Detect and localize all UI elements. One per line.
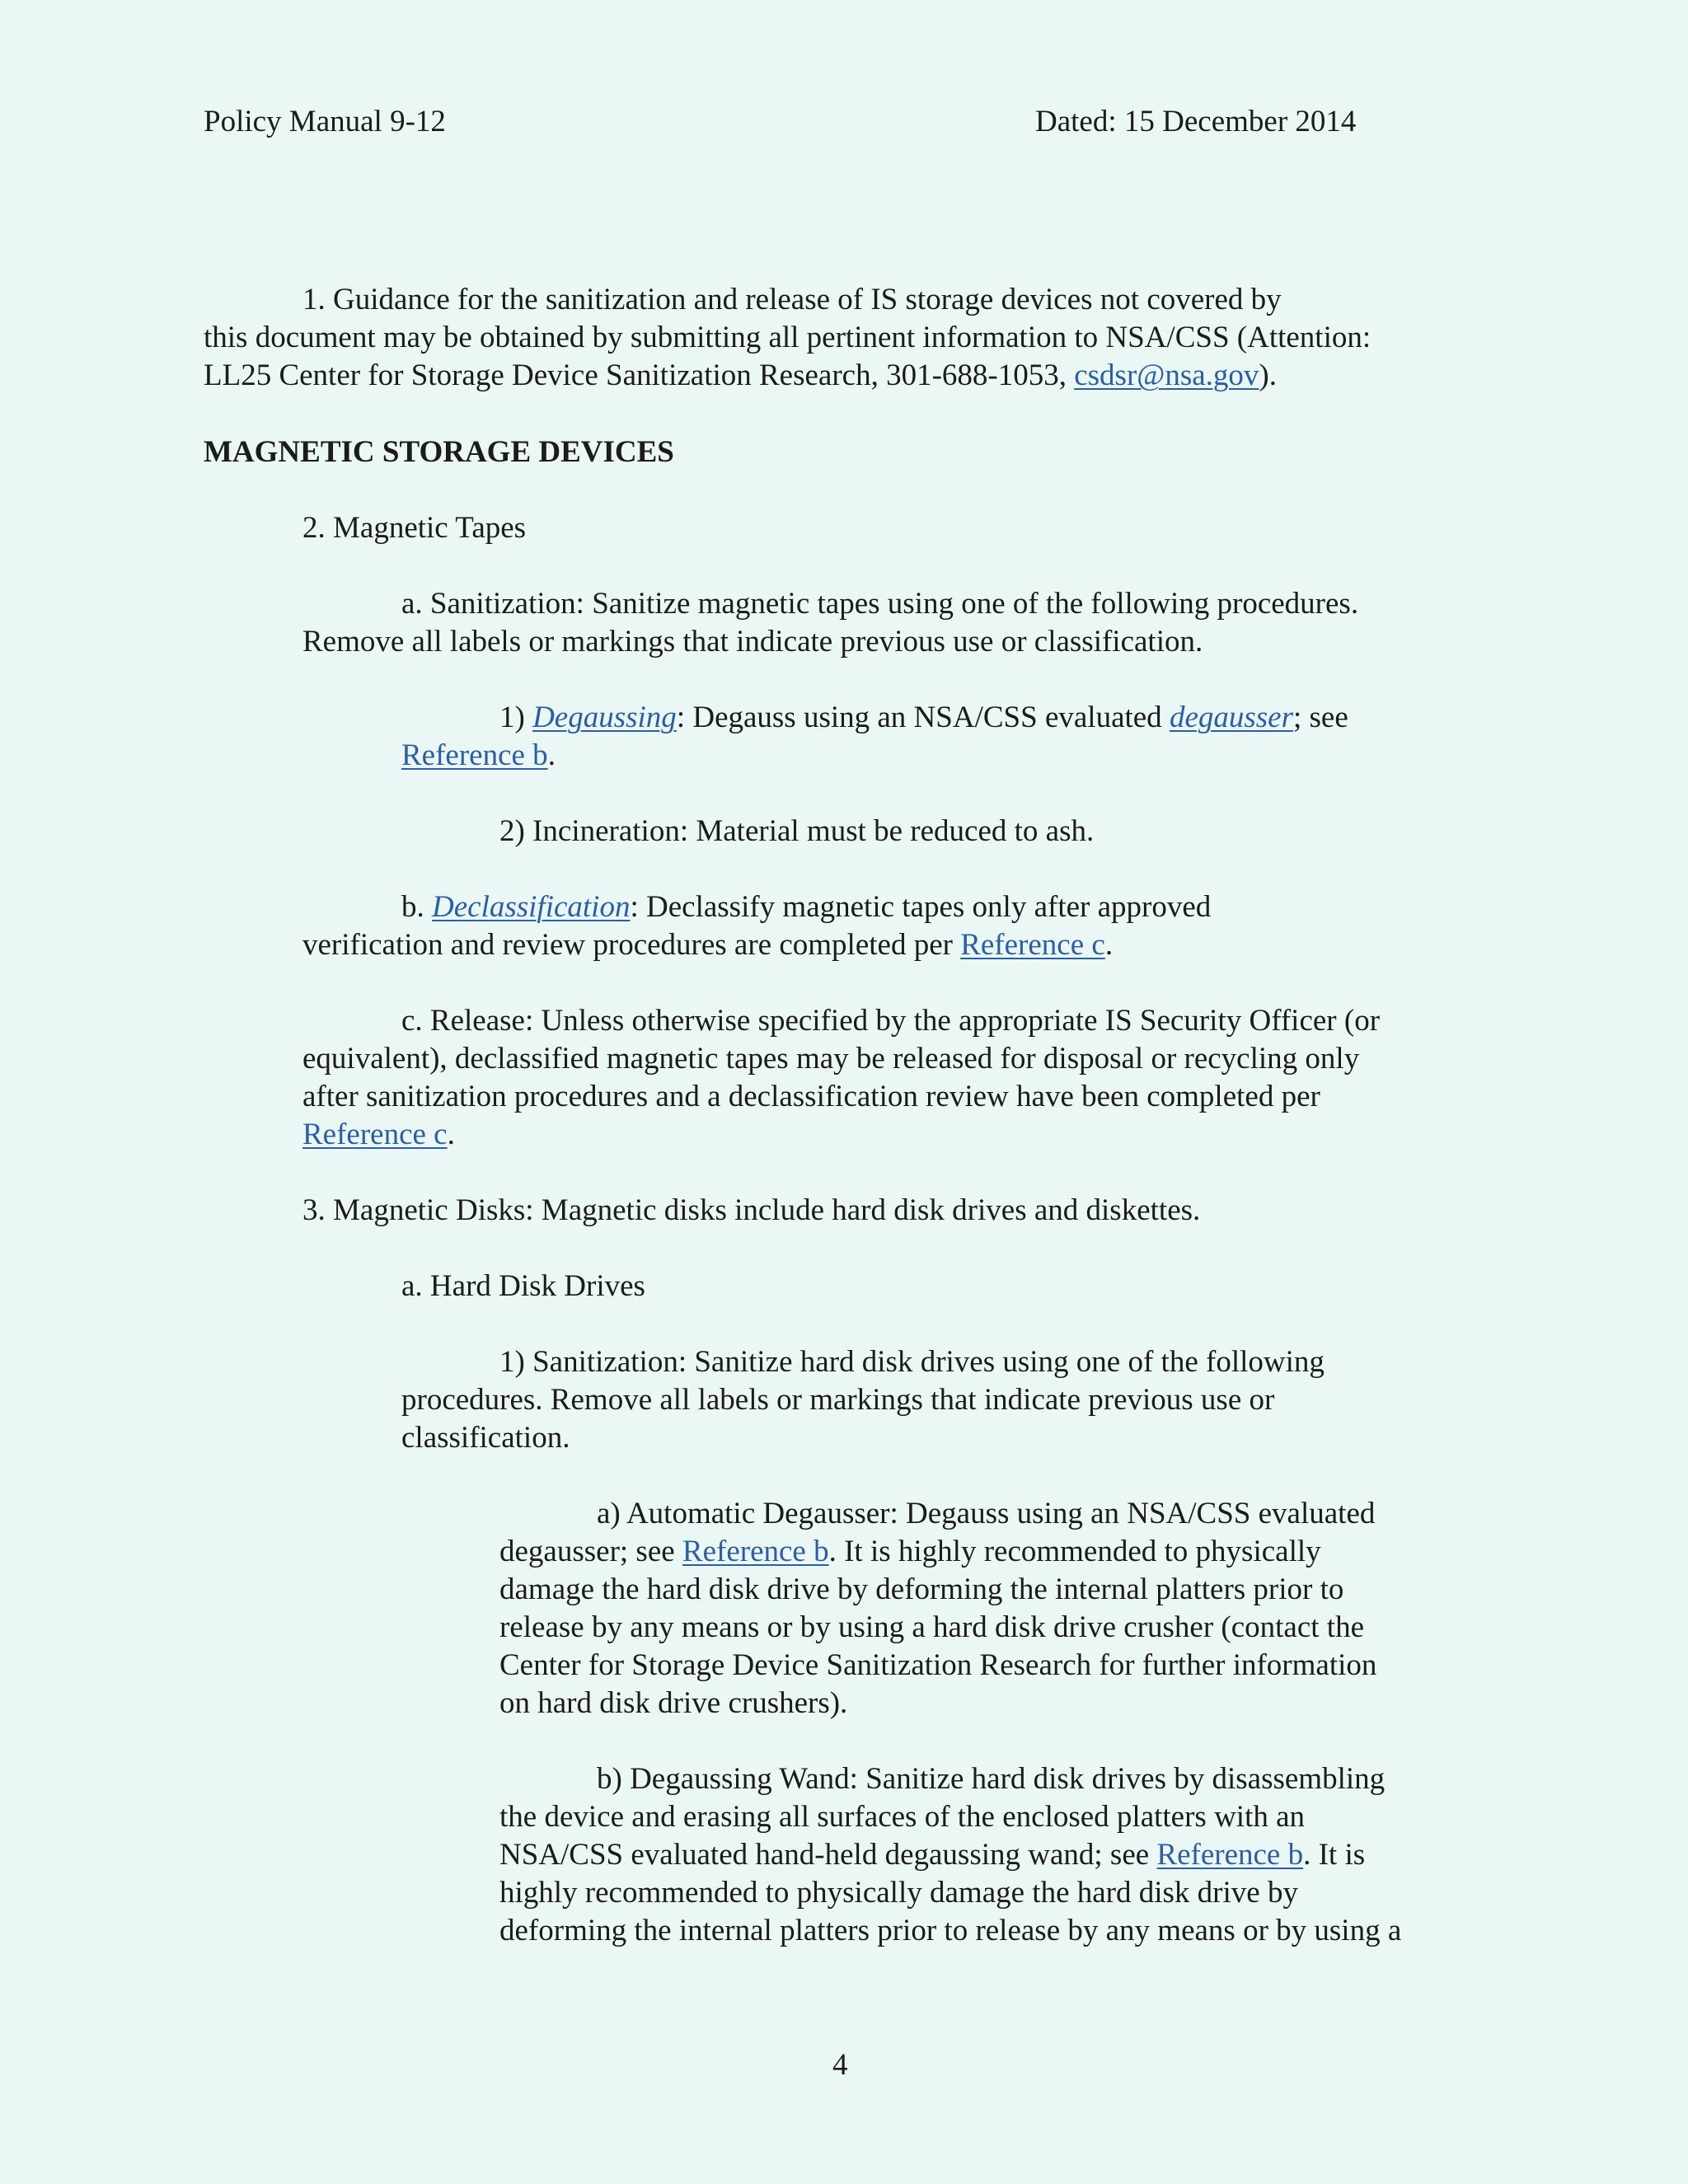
s3-title: 3. Magnetic Disks: Magnetic disks include hard disk drives and diskettes. <box>302 1193 1201 1227</box>
s3-a-title: a. Hard Disk Drives <box>401 1269 645 1303</box>
header-manual-id: Policy Manual 9-12 <box>204 105 446 138</box>
email-link[interactable]: csdsr@nsa.gov <box>1074 359 1259 392</box>
s2-a2: 2) Incineration: Material must be reduced to ash. <box>499 814 1095 848</box>
s3-1-line-1: 1) Sanitization: Sanitize hard disk drives using one of the following <box>499 1345 1325 1379</box>
s2-a-line-1: a. Sanitization: Sanitize magnetic tapes using one of the following procedures. <box>401 587 1359 621</box>
s3-1-line-2: procedures. Remove all labels or markings that indicate previous use or <box>401 1383 1275 1417</box>
p1-line-1: 1. Guidance for the sanitization and release of IS storage devices not covered by <box>302 283 1282 316</box>
page-number: 4 <box>832 2048 848 2082</box>
degaussing-link[interactable]: Degaussing <box>532 701 677 734</box>
s3-a-b-line-3: NSA/CSS evaluated hand-held degaussing wand; see Reference b. It is <box>499 1838 1366 1872</box>
s3-a-b-line-1: b) Degaussing Wand: Sanitize hard disk drives by disassembling <box>597 1762 1386 1796</box>
s2-a1-line-2: Reference b. <box>401 738 556 772</box>
p1-line-3: LL25 Center for Storage Device Sanitization Research, 301-688-1053, csdsr@nsa.gov). <box>204 359 1277 392</box>
s2-b-line-1: b. Declassification: Declassify magnetic tapes only after approved <box>401 890 1212 924</box>
s3-a-b-line-4: highly recommended to physically damage the hard disk drive by <box>499 1876 1298 1910</box>
reference-b-link[interactable]: Reference b <box>682 1535 829 1568</box>
s3-a-b-line-5: deforming the internal platters prior to release by any means or by using a <box>499 1914 1402 1947</box>
reference-b-link[interactable]: Reference b <box>1156 1838 1304 1872</box>
header-date: Dated: 15 December 2014 <box>1035 105 1357 138</box>
s3-a-a-line-4: release by any means or by using a hard disk drive crusher (contact the <box>499 1610 1364 1644</box>
degausser-link[interactable]: degausser <box>1169 701 1293 734</box>
declassification-link[interactable]: Declassification <box>432 890 631 924</box>
s2-title: 2. Magnetic Tapes <box>302 511 527 545</box>
p1-line-2: this document may be obtained by submitting all pertinent information to NSA/CSS (Attention: <box>204 321 1372 354</box>
s3-a-a-line-3: damage the hard disk drive by deforming the internal platters prior to <box>499 1572 1344 1606</box>
section-heading: MAGNETIC STORAGE DEVICES <box>204 435 674 469</box>
s2-b-line-2: verification and review procedures are completed per Reference c. <box>302 928 1114 962</box>
s3-a-a-line-5: Center for Storage Device Sanitization Research for further information <box>499 1648 1377 1682</box>
s2-c-line-3: after sanitization procedures and a declassification review have been completed per <box>302 1080 1320 1113</box>
s3-a-a-line-2: degausser; see Reference b. It is highly recommended to physically <box>499 1535 1321 1568</box>
s2-c-line-4: Reference c. <box>302 1118 455 1151</box>
s3-1-line-3: classification. <box>401 1421 570 1455</box>
reference-b-link[interactable]: Reference b <box>401 738 548 772</box>
s3-a-a-line-1: a) Automatic Degausser: Degauss using an NSA/CSS evaluated <box>597 1497 1376 1530</box>
s3-a-a-line-6: on hard disk drive crushers). <box>499 1686 848 1720</box>
s2-c-line-2: equivalent), declassified magnetic tapes may be released for disposal or recycling only <box>302 1042 1360 1076</box>
reference-c-link[interactable]: Reference c <box>302 1118 448 1151</box>
s2-a1-line-1: 1) Degaussing: Degauss using an NSA/CSS evaluated degausser; see <box>499 701 1348 734</box>
s2-c-line-1: c. Release: Unless otherwise specified by the appropriate IS Security Officer (or <box>401 1004 1381 1038</box>
s2-a-line-2: Remove all labels or markings that indicate previous use or classification. <box>302 625 1203 658</box>
s3-a-b-line-2: the device and erasing all surfaces of the enclosed platters with an <box>499 1800 1306 1834</box>
reference-c-link[interactable]: Reference c <box>960 928 1105 962</box>
